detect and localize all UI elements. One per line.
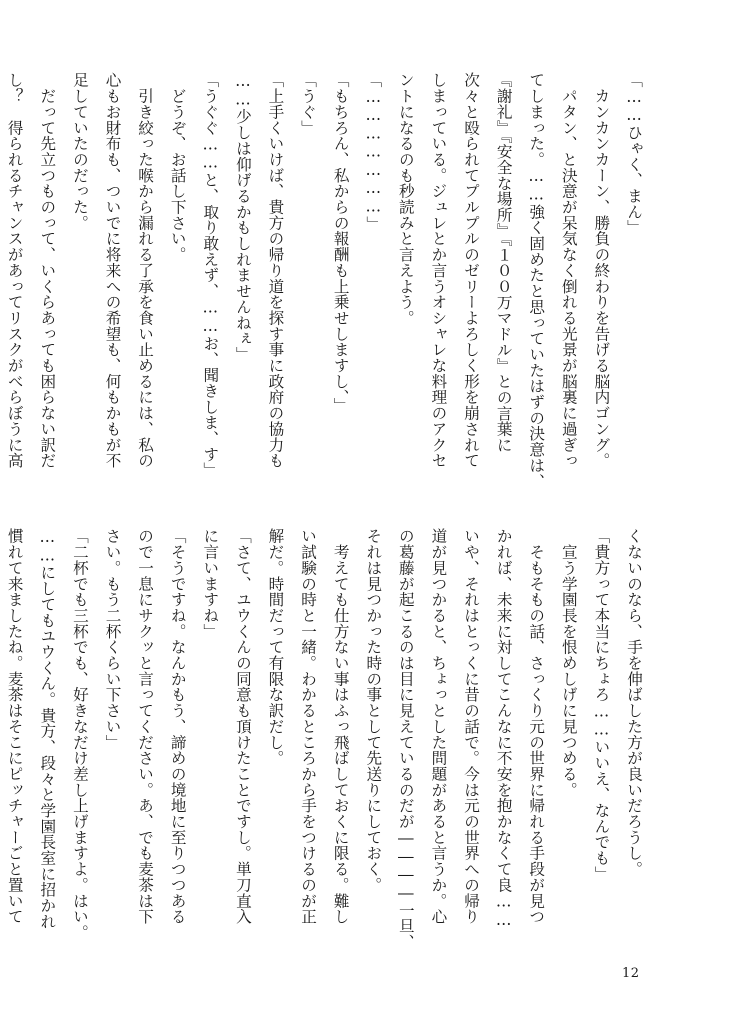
text-block-upper xyxy=(0,72,650,492)
text-line: 「貴方って本当にちょろ……いいえ、なんでも」 xyxy=(592,528,611,882)
text-line: そもそもの話、さっくり元の世界に帰れる手段が見つ xyxy=(527,528,546,925)
text-line: 「さて、ユウくんの同意も頂けたことですし。単刀直入 xyxy=(233,528,252,925)
text-line: てしまった。……強く固めたと思っていたはずの決意は、 xyxy=(527,72,546,489)
text-line: それは見つかった時の事として先送りにしておく。 xyxy=(364,528,383,893)
text-line: 「うぐぐ……と、取り敢えず、……お、聞きしま、す」 xyxy=(201,72,220,478)
text-line: 慣れて来ましたね。麦茶はそこにピッチャーごと置いて xyxy=(5,528,24,925)
text-line: かれば、未来に対してこんなに不安を抱かなくて良…… xyxy=(494,528,513,930)
text-line: 足していたのだった。 xyxy=(70,72,89,231)
text-line: ……少しは仰げるかもしれませんねぇ」 xyxy=(233,72,252,363)
text-line: ……にしてもユウくん。貴方、段々と学園長室に招かれ xyxy=(38,528,57,930)
text-line: 「……ひゃく、まん」 xyxy=(625,72,643,236)
text-line: ので一息にサクッと言ってください。あ、でも麦茶は下 xyxy=(136,528,155,925)
text-line: くないのなら、手を伸ばした方が良いだろうし。 xyxy=(625,528,643,877)
text-line: し？ 得られるチャンスがあってリスクがべらぼうに高 xyxy=(5,72,24,469)
text-line: 道が見つかると、ちょっとした問題があると言うか。心 xyxy=(429,528,448,925)
text-line: に言いますね」 xyxy=(201,528,220,639)
page-number: 12 xyxy=(622,966,640,981)
text-line: しまっている。ジュレとか言うオシャレな料理のアクセ xyxy=(429,72,448,469)
text-line: 次々と殴られてプルプルのゼリーよろしく形を崩されて xyxy=(462,72,481,469)
text-line: 「上手くいけば、貴方の帰り道を探す事に政府の協力も xyxy=(266,72,285,469)
text-line: 宣う学園長を恨めしげに見つめる。 xyxy=(559,528,578,798)
text-line: 「そうですね。なんかもう、諦めの境地に至りつつある xyxy=(168,528,187,925)
text-line: ントになるのも秒読みと言えよう。 xyxy=(396,72,415,326)
text-line: いや、それはとっくに昔の話で。今は元の世界への帰り xyxy=(462,528,481,925)
text-line: 「うぐ」 xyxy=(299,72,318,136)
text-line: さい。もう二杯くらい下さい」 xyxy=(103,528,122,750)
text-line: 心もお財布も、ついでに将来への希望も、何もかもが不 xyxy=(103,72,122,469)
text-line: 解だ。時間だって有限な訳だし。 xyxy=(266,528,285,766)
text-line: 『謝礼』『安全な場所』『１００万マドル』との言葉に xyxy=(494,72,513,453)
text-line: 引き絞った喉から漏れる了承を食い止めるには、私の xyxy=(136,72,155,469)
text-line: い試験の時と一緒。わかるところから手をつけるのが正 xyxy=(299,528,318,925)
text-line: カンカンカーン、勝負の終わりを告げる脳内ゴング。 xyxy=(592,72,611,469)
text-line: 「二杯でも三杯でも、好きなだけ差し上げますよ。はい。 xyxy=(70,528,89,941)
text-line: 「…………………」 xyxy=(364,72,383,232)
text-line: の葛藤が起こるのは目に見えているのだが――――一旦、 xyxy=(396,528,415,950)
text-line: だって先立つものって、いくらあっても困らない訳だ xyxy=(38,72,57,469)
text-line: どうぞ、お話し下さい。 xyxy=(168,72,187,263)
text-line: 「もちろん、私からの報酬も上乗せしますし、」 xyxy=(331,72,350,413)
text-block-lower xyxy=(0,528,650,948)
text-line: パタン、と決意が呆気なく倒れる光景が脳裏に過ぎっ xyxy=(559,72,578,469)
text-line: 考えても仕方ない事はふっ飛ばしておくに限る。難し xyxy=(331,528,350,925)
